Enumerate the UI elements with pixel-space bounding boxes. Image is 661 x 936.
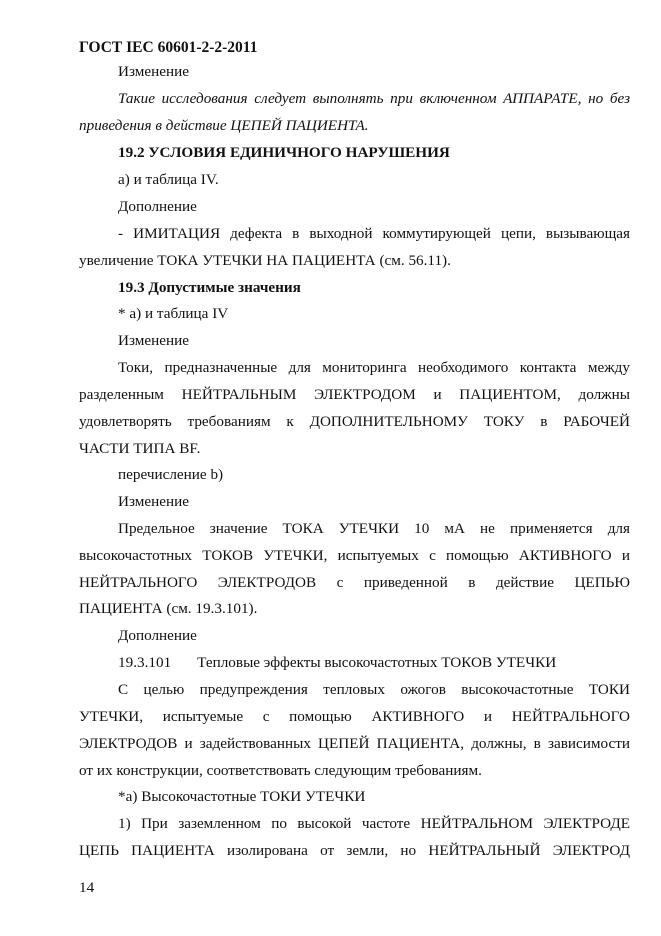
text-line: ЦЕПЬ ПАЦИЕНТА изолирована от земли, но НЕЙТРАЛЬНЫЙ ЭЛЕКТРОД (79, 842, 630, 859)
text-line: - ИМИТАЦИЯ дефекта в выходной коммутирующей цепи, вызывающая (118, 225, 630, 242)
section-heading: 19.2 УСЛОВИЯ ЕДИНИЧНОГО НАРУШЕНИЯ (118, 144, 450, 161)
text-line: ЧАСТИ ТИПА BF. (79, 440, 201, 457)
text-line: удовлетворять требованиям к ДОПОЛНИТЕЛЬНОМУ ТОКУ в РАБОЧЕЙ (79, 413, 630, 430)
page-number: 14 (79, 879, 95, 896)
section-heading: 19.3 Допустимые значения (118, 279, 301, 296)
text-line: 1) При заземленном по высокой частоте НЕЙТРАЛЬНОМ ЭЛЕКТРОДЕ (118, 815, 630, 832)
clause-title: Тепловые эффекты высокочастотных ТОКОВ УТЕЧКИ (197, 654, 557, 671)
text-line: Такие исследования следует выполнять при включенном АППАРАТЕ, но без (118, 90, 630, 107)
text-line: Дополнение (118, 198, 197, 215)
text-line: Изменение (118, 493, 189, 510)
document-header: ГОСТ IEC 60601-2-2-2011 (79, 39, 258, 56)
text-line: Токи, предназначенные для мониторинга необходимого контакта между (118, 359, 630, 376)
text-line: от их конструкции, соответствовать следующим требованиям. (79, 762, 482, 779)
text-line: С целью предупреждения тепловых ожогов высокочастотные ТОКИ (118, 681, 630, 698)
text-line: разделенным НЕЙТРАЛЬНЫМ ЭЛЕКТРОДОМ и ПАЦИЕНТОМ, должны (79, 386, 630, 403)
text-line: *а) Высокочастотные ТОКИ УТЕЧКИ (118, 788, 366, 805)
text-line: Дополнение (118, 627, 197, 644)
text-line: ПАЦИЕНТА (см. 19.3.101). (79, 600, 258, 617)
text-line: УТЕЧКИ, испытуемые с помощью АКТИВНОГО и НЕЙТРАЛЬНОГО (79, 708, 630, 725)
text-line: увеличение ТОКА УТЕЧКИ НА ПАЦИЕНТА (см. 56.11). (79, 252, 451, 269)
text-line: НЕЙТРАЛЬНОГО ЭЛЕКТРОДОВ с приведенной в действие ЦЕПЬЮ (79, 574, 630, 591)
clause-number: 19.3.101 (118, 654, 172, 671)
text-line: высокочастотных ТОКОВ УТЕЧКИ, испытуемых с помощью АКТИВНОГО и (79, 547, 630, 564)
text-line: Изменение (118, 332, 189, 349)
text-line: перечисление b) (118, 466, 224, 483)
text-line: приведения в действие ЦЕПЕЙ ПАЦИЕНТА. (79, 117, 369, 134)
text-line: Изменение (118, 63, 189, 80)
text-line: ЭЛЕКТРОДОВ и задействованных ЦЕПЕЙ ПАЦИЕНТА, должны, в зависимости (79, 735, 630, 752)
text-line: а) и таблица IV. (118, 171, 219, 188)
text-line: * а) и таблица IV (118, 305, 229, 322)
text-line: Предельное значение ТОКА УТЕЧКИ 10 мА не применяется для (118, 520, 630, 537)
clause-title-line (118, 653, 630, 673)
